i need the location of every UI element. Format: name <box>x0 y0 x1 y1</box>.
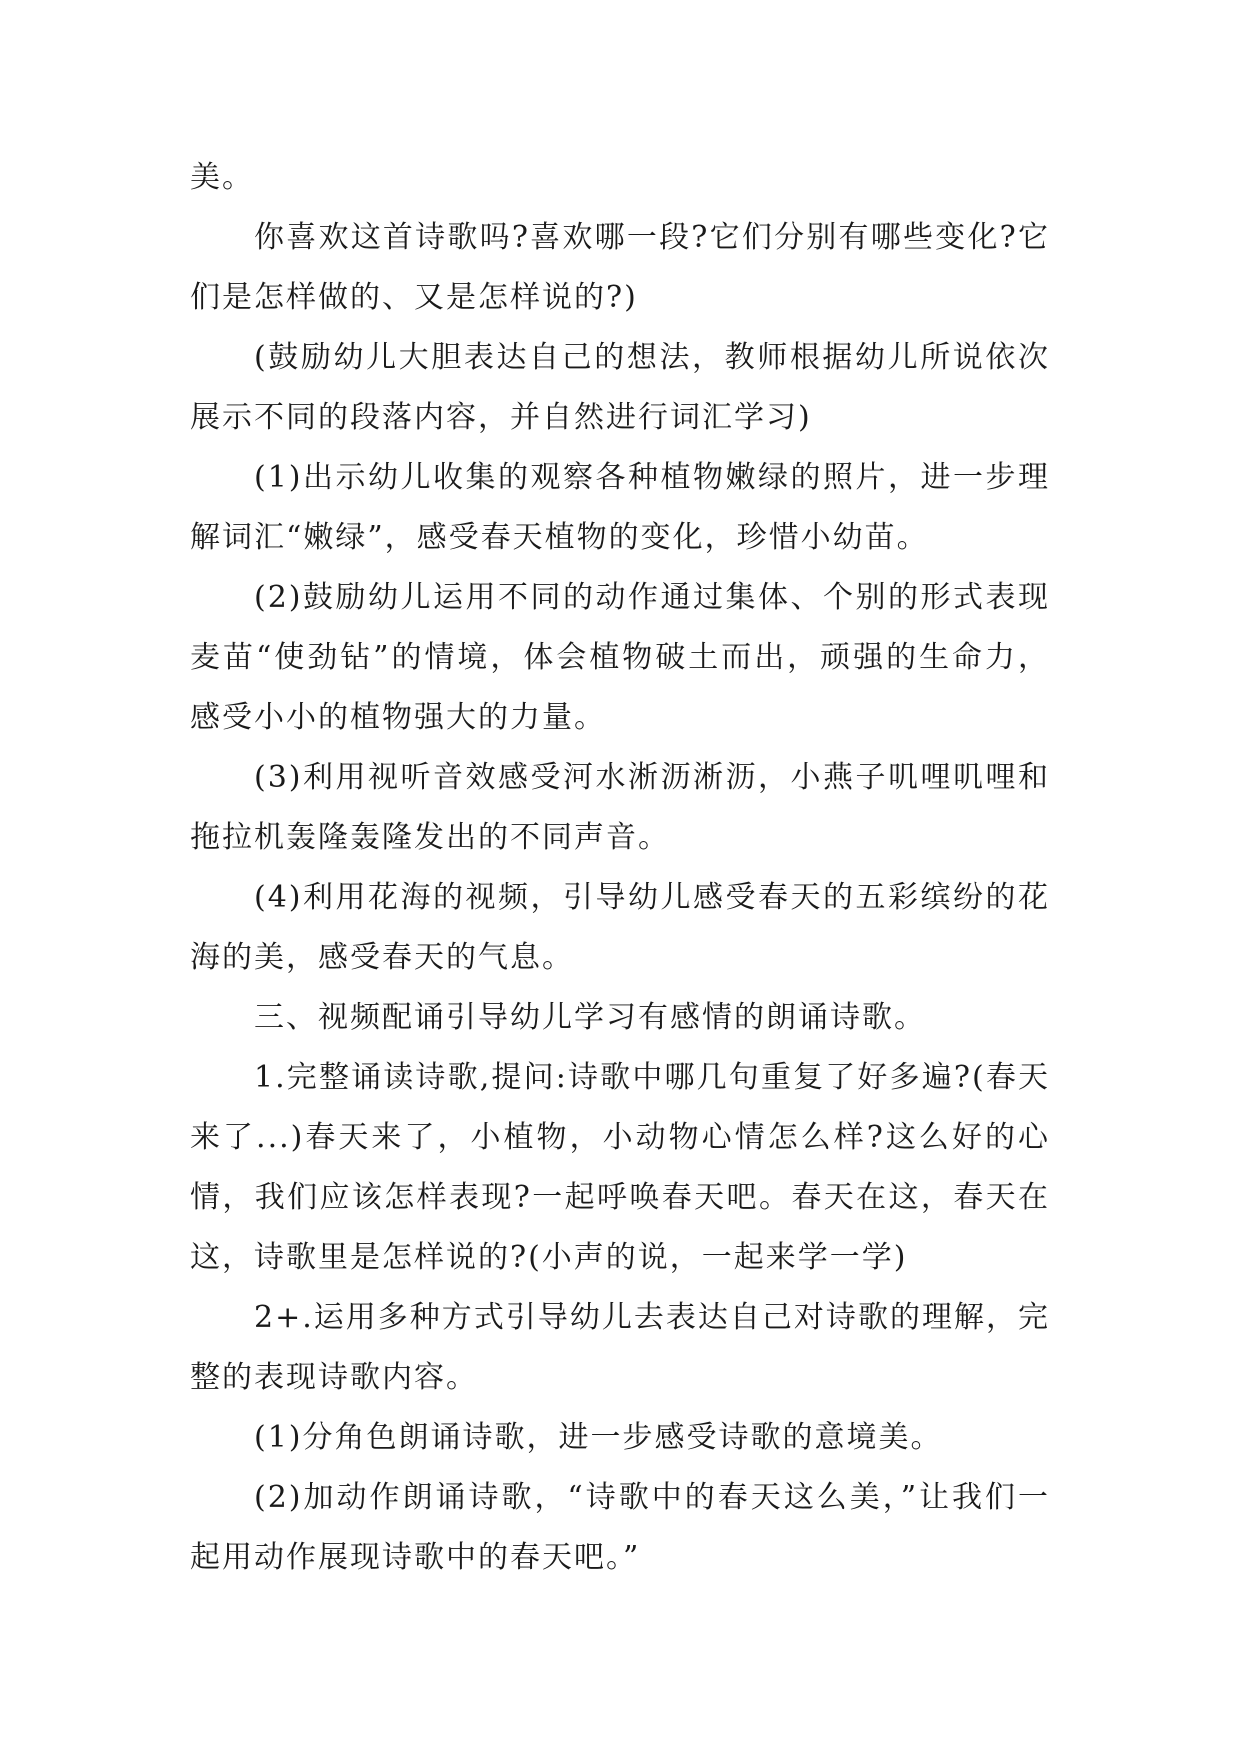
paragraph-substep-1: (1)分角色朗诵诗歌，进一步感受诗歌的意境美。 <box>254 1420 943 1455</box>
paragraph-item-2: (2)鼓励幼儿运用不同的动作通过集体、个别的形式表现麦苗“使劲钻”的情境，体会植物破土而出，顽强的生命力，感受小小的植物强大的力量。 <box>190 580 1050 735</box>
section-heading-3: 三、视频配诵引导幼儿学习有感情的朗诵诗歌。 <box>254 1000 926 1035</box>
paragraph-questions: 你喜欢这首诗歌吗?喜欢哪一段?它们分别有哪些变化?它们是怎样做的、又是怎样说的?) <box>190 220 1050 315</box>
paragraph-item-4: (4)利用花海的视频，引导幼儿感受春天的五彩缤纷的花海的美，感受春天的气息。 <box>190 880 1050 975</box>
paragraph-substep-2: (2)加动作朗诵诗歌，“诗歌中的春天这么美，”让我们一起用动作展现诗歌中的春天吧。” <box>190 1480 1050 1575</box>
document-body <box>190 148 1050 1588</box>
paragraph-step-2: 2+.运用多种方式引导幼儿去表达自己对诗歌的理解，完整的表现诗歌内容。 <box>190 1300 1050 1395</box>
paragraph-item-3: (3)利用视听音效感受河水淅沥淅沥，小燕子叽哩叽哩和拖拉机轰隆轰隆发出的不同声音。 <box>190 760 1050 855</box>
paragraph-item-1: (1)出示幼儿收集的观察各种植物嫩绿的照片，进一步理解词汇“嫩绿”，感受春天植物的变化，珍惜小幼苗。 <box>190 460 1050 555</box>
paragraph-step-1: 1.完整诵读诗歌,提问:诗歌中哪几句重复了好多遍?(春天来了...)春天来了，小植物，小动物心情怎么样?这么好的心情，我们应该怎样表现?一起呼唤春天吧。春天在这，春天在这，诗歌里是怎样说的?(小声的说，一起来学一学) <box>190 1060 1050 1275</box>
paragraph-encourage: (鼓励幼儿大胆表达自己的想法，教师根据幼儿所说依次展示不同的段落内容，并自然进行词汇学习) <box>190 340 1050 435</box>
paragraph-continuation: 美。 <box>190 160 254 195</box>
